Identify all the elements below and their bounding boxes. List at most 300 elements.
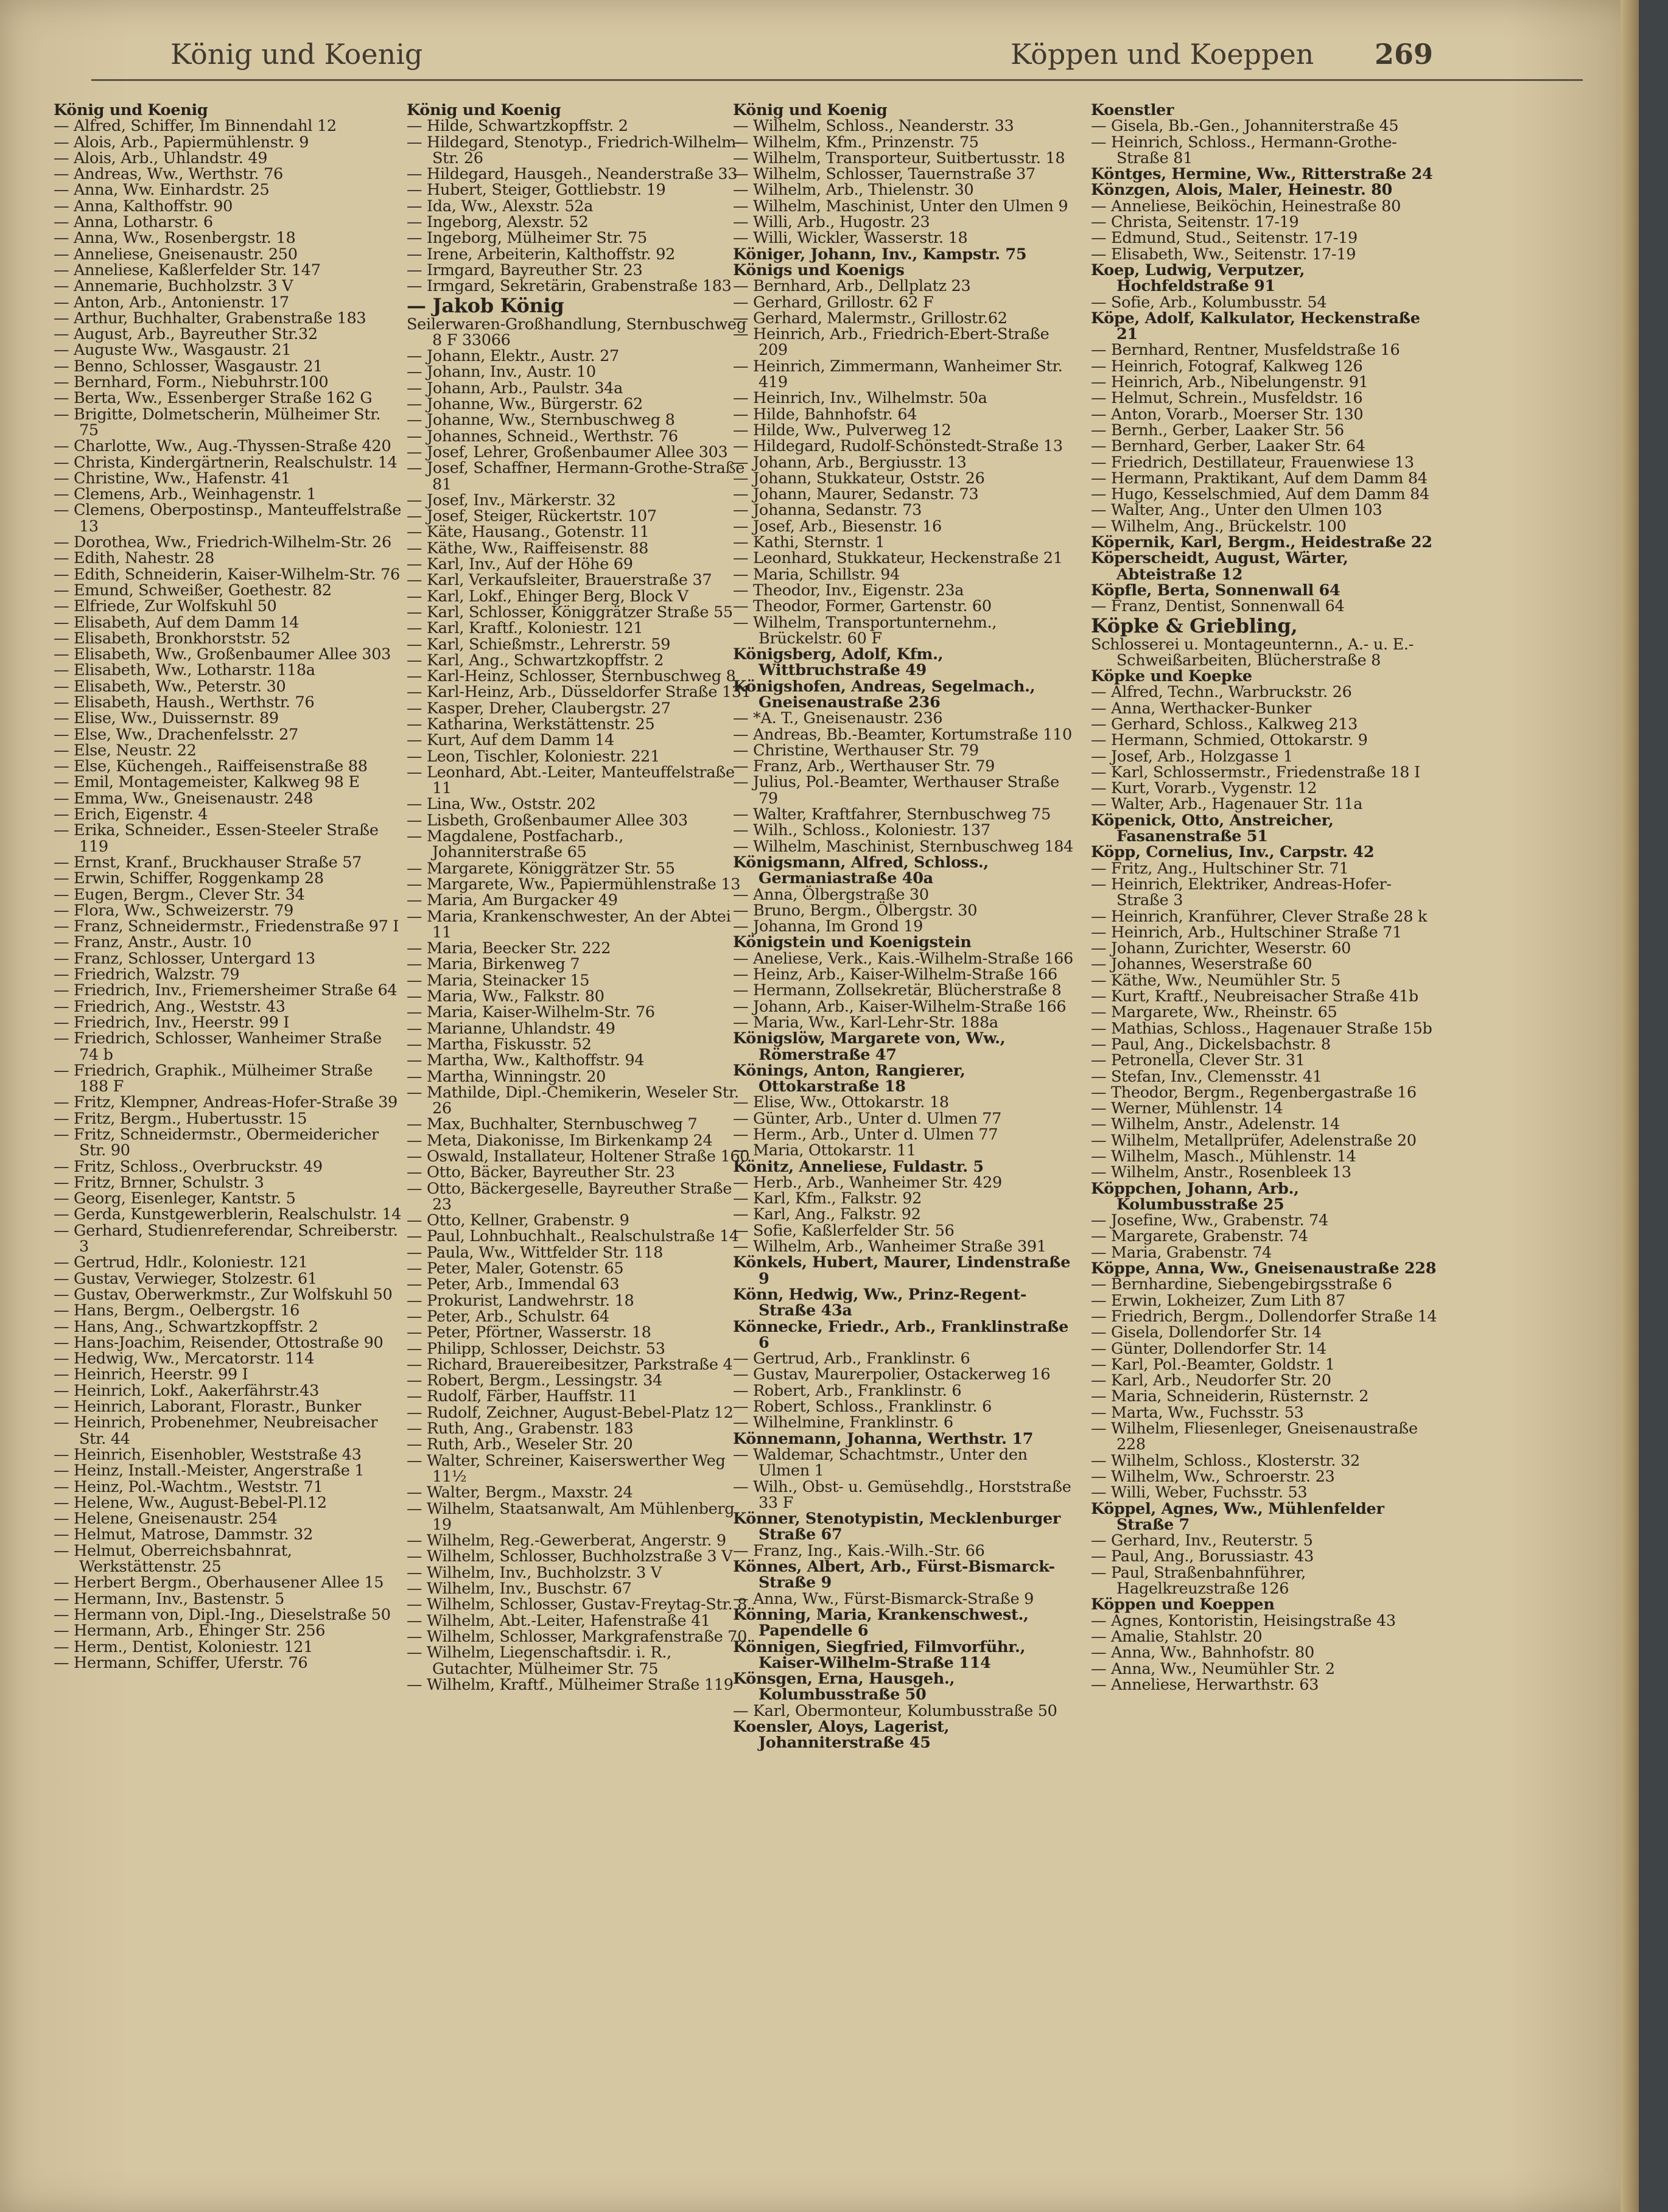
- directory-entry: — Walter, Kraftfahrer, Sternbuschweg 75: [733, 805, 1051, 824]
- directory-heading: Königslöw, Margarete von, Ww., Römerstraße 47: [733, 1029, 1006, 1064]
- directory-entry: — Franz, Schlosser, Untergard 13: [54, 949, 315, 968]
- directory-entry: — Heinrich, Schloss., Hermann-Grothe-Straße 81: [1091, 133, 1397, 167]
- directory-entry: — Magdalene, Postfacharb., Johanniterstraße 65: [407, 827, 624, 862]
- directory-entry: — Alfred, Techn., Warbruckstr. 26: [1091, 683, 1352, 702]
- directory-entry: — Lina, Ww., Oststr. 202: [407, 795, 596, 814]
- directory-entry: — Clemens, Arb., Weinhagenstr. 1: [54, 485, 317, 504]
- directory-entry: — Franz, Schneidermstr., Friedenstraße 97 I: [54, 917, 399, 936]
- directory-entry: — Josef, Arb., Holzgasse 1: [1091, 747, 1293, 766]
- directory-entry: — Johanne, Ww., Bürgerstr. 62: [407, 395, 643, 414]
- directory-entry: — Heinrich, Probenehmer, Neubreisacher Str. 44: [54, 1413, 378, 1448]
- directory-entry: — Bernhard, Form., Niebuhrstr.100: [54, 373, 329, 392]
- directory-entry: — Kathi, Sternstr. 1: [733, 533, 885, 552]
- directory-entry: — Sofie, Arb., Kolumbusstr. 54: [1091, 293, 1327, 312]
- directory-entry: — Ernst, Kranf., Bruckhauser Straße 57: [54, 853, 362, 872]
- directory-entry: — Maria, Beecker Str. 222: [407, 939, 611, 958]
- directory-entry: — Maria, Ww., Falkstr. 80: [407, 987, 604, 1006]
- directory-entry: — Emil, Montagemeister, Kalkweg 98 E: [54, 773, 360, 792]
- directory-entry: — Fritz, Schneidermstr., Obermeidericher Str. 90: [54, 1125, 379, 1160]
- directory-heading: Königsberg, Adolf, Kfm., Wittbruchstraße 49: [733, 645, 944, 680]
- directory-entry: — Otto, Bäcker, Bayreuther Str. 23: [407, 1163, 675, 1182]
- directory-entry: — Heinrich, Eisenhobler, Weststraße 43: [54, 1445, 362, 1464]
- directory-entry: — Hermann, Schiffer, Uferstr. 76: [54, 1653, 308, 1672]
- directory-heading: Köpp, Cornelius, Inv., Carpstr. 42: [1091, 843, 1375, 862]
- directory-entry: — Günter, Arb., Unter d. Ulmen 77: [733, 1109, 1002, 1128]
- directory-heading: Königshofen, Andreas, Segelmach., Gneisenaustraße 236: [733, 677, 1035, 712]
- directory-heading: — Jakob König: [407, 293, 564, 317]
- directory-entry: — Franz, Arb., Werthauser Str. 79: [733, 757, 995, 776]
- directory-entry: — Fritz, Brnner, Schulstr. 3: [54, 1173, 264, 1192]
- directory-entry: — Wilhelm, Schloss., Neanderstr. 33: [733, 117, 1014, 136]
- directory-entry: — Maria, Ww., Karl-Lehr-Str. 188a: [733, 1013, 998, 1032]
- directory-entry: — Dorothea, Ww., Friedrich-Wilhelm-Str. 26: [54, 533, 391, 552]
- directory-entry: — Johann, Arb., Paulstr. 34a: [407, 379, 623, 397]
- directory-entry: — Robert, Arb., Franklinstr. 6: [733, 1381, 962, 1400]
- directory-entry: — Else, Küchengeh., Raiffeisenstraße 88: [54, 757, 368, 776]
- directory-entry: — Marta, Ww., Fuchsstr. 53: [1091, 1403, 1304, 1422]
- directory-entry: — Christa, Kindergärtnerin, Realschulstr. 14: [54, 453, 398, 472]
- directory-heading: Könsgen, Erna, Hausgeh., Kolumbusstraße 50: [733, 1670, 955, 1704]
- directory-entry: — Andreas, Ww., Werthstr. 76: [54, 165, 283, 184]
- directory-entry: — Bruno, Bergm., Ölbergstr. 30: [733, 901, 978, 920]
- directory-entry: — Ruth, Ang., Grabenstr. 183: [407, 1419, 634, 1438]
- directory-heading: Könnigen, Siegfried, Filmvorführ., Kaiser-Wilhelm-Straße 114: [733, 1637, 1026, 1672]
- directory-entry: — Elisabeth, Auf dem Damm 14: [54, 613, 300, 632]
- directory-heading: Köperscheidt, August, Wärter, Abteistraße 12: [1091, 549, 1348, 584]
- directory-entry: — Waldemar, Schachtmstr., Unter den Ulmen 1: [733, 1445, 1028, 1480]
- directory-entry: — Heinz, Pol.-Wachtm., Weststr. 71: [54, 1477, 323, 1496]
- directory-entry: — Elise, Ww., Duissernstr. 89: [54, 709, 279, 728]
- directory-entry: — Karl, Arb., Neudorfer Str. 20: [1091, 1371, 1331, 1390]
- directory-entry: — Irene, Arbeiterin, Kalthoffstr. 92: [407, 245, 676, 264]
- header-rule: [91, 79, 1583, 81]
- directory-entry: — Willi, Wickler, Wasserstr. 18: [733, 229, 968, 248]
- directory-entry: — Hilde, Ww., Pulverweg 12: [733, 421, 951, 439]
- directory-entry: — Helene, Ww., August-Bebel-Pl.12: [54, 1493, 327, 1512]
- directory-entry: — Hermann von, Dipl.-Ing., Dieselstraße 50: [54, 1605, 391, 1624]
- directory-entry: — Karl-Heinz, Schlosser, Sternbuschweg 8: [407, 667, 736, 686]
- directory-entry: — Heinrich, Arb., Hultschiner Straße 71: [1091, 923, 1402, 942]
- directory-entry: — Flora, Ww., Schweizerstr. 79: [54, 901, 294, 920]
- directory-entry: — Maria, Ottokarstr. 11: [733, 1141, 916, 1160]
- directory-entry: — Hermann, Arb., Ehinger Str. 256: [54, 1622, 326, 1640]
- directory-entry: — Johann, Maurer, Sedanstr. 73: [733, 485, 979, 504]
- directory-heading: Köppchen, Johann, Arb., Kolumbusstraße 25: [1091, 1179, 1299, 1214]
- directory-entry: — Anna, Werthacker-Bunker: [1091, 699, 1312, 718]
- directory-heading: Köppel, Agnes, Ww., Mühlenfelder Straße 7: [1091, 1499, 1384, 1534]
- directory-entry: — Aneliese, Verk., Kais.-Wilhelm-Straße 166: [733, 949, 1073, 968]
- directory-entry: — Emma, Ww., Gneisenaustr. 248: [54, 789, 314, 808]
- directory-entry: — Anna, Ww. Einhardstr. 25: [54, 181, 270, 200]
- directory-entry: — Anneliese, Kaßlerfelder Str. 147: [54, 261, 321, 279]
- directory-column-2: [407, 102, 755, 2184]
- directory-entry: — Wilhelm, Transportunternehm., Brückelstr. 60 F: [733, 613, 997, 648]
- directory-entry: — Fritz, Klempner, Andreas-Hofer-Straße 39: [54, 1093, 398, 1112]
- directory-entry: — Käthe, Ww., Raiffeisenstr. 88: [407, 539, 649, 558]
- directory-entry: — Amalie, Stahlstr. 20: [1091, 1627, 1263, 1646]
- directory-entry: — Wilhelm, Inv., Buchholzstr. 3 V: [407, 1563, 662, 1582]
- directory-entry: — Anna, Ww., Bahnhofstr. 80: [1091, 1643, 1314, 1662]
- directory-entry: — Elisabeth, Ww., Peterstr. 30: [54, 677, 286, 696]
- page-number: 269: [1375, 38, 1434, 71]
- directory-heading: Köpfle, Berta, Sonnenwall 64: [1091, 581, 1340, 600]
- directory-heading: König und Koenig: [54, 102, 208, 119]
- directory-entry: — Auguste Ww., Wasgaustr. 21: [54, 341, 292, 360]
- directory-entry: — Else, Neustr. 22: [54, 741, 197, 760]
- directory-entry: — Anneliese, Gneisenaustr. 250: [54, 245, 298, 264]
- directory-entry: — Maria, Krankenschwester, An der Abtei 11: [407, 907, 731, 942]
- directory-entry: — Franz, Anstr., Austr. 10: [54, 933, 252, 952]
- directory-heading: Könkels, Hubert, Maurer, Lindenstraße 9: [733, 1253, 1071, 1288]
- directory-entry: — Charlotte, Ww., Aug.-Thyssen-Straße 420: [54, 437, 391, 456]
- directory-entry: — Karl, Schlossermstr., Friedenstraße 18 I: [1091, 763, 1420, 782]
- directory-entry: — Franz, Dentist, Sonnenwall 64: [1091, 597, 1345, 616]
- directory-entry: — Anna, Kalthoffstr. 90: [54, 197, 233, 215]
- directory-entry: — Wilhelm, Staatsanwalt, Am Mühlenberg 19: [407, 1499, 735, 1534]
- directory-entry: — Gustav, Maurerpolier, Ostackerweg 16: [733, 1365, 1051, 1384]
- directory-entry: — Johann, Arb., Kaiser-Wilhelm-Straße 166: [733, 997, 1067, 1016]
- directory-entry: — Marianne, Uhlandstr. 49: [407, 1019, 615, 1038]
- directory-entry: — Wilhelm, Arb., Thielenstr. 30: [733, 181, 974, 200]
- directory-entry: — Herb., Arb., Wanheimer Str. 429: [733, 1173, 1002, 1192]
- directory-entry: — Friedrich, Inv., Friemersheimer Straße 64: [54, 981, 398, 1000]
- directory-entry: — Kurt, Kraftf., Neubreisacher Straße 41b: [1091, 987, 1418, 1006]
- directory-entry: — Johannes, Weserstraße 60: [1091, 955, 1312, 974]
- directory-heading: Königs und Koenigs: [733, 261, 905, 279]
- directory-entry: — Werner, Mühlenstr. 14: [1091, 1099, 1283, 1118]
- directory-entry: — Petronella, Clever Str. 31: [1091, 1051, 1305, 1070]
- directory-entry: — Johann, Zurichter, Weserstr. 60: [1091, 939, 1351, 958]
- directory-entry: — Peter, Pförtner, Wasserstr. 18: [407, 1323, 651, 1342]
- directory-entry: — Hermann, Inv., Bastenstr. 5: [54, 1589, 285, 1608]
- directory-entry: — Erich, Eigenstr. 4: [54, 805, 208, 824]
- directory-entry: — Bernhardine, Siebengebirgsstraße 6: [1091, 1275, 1392, 1294]
- directory-entry: — Hermann, Praktikant, Auf dem Damm 84: [1091, 469, 1428, 488]
- directory-entry: — Gisela, Dollendorfer Str. 14: [1091, 1323, 1322, 1342]
- directory-heading: Königsmann, Alfred, Schloss., Germaniastraße 40a: [733, 853, 989, 888]
- directory-entry: — Martha, Ww., Kalthoffstr. 94: [407, 1051, 645, 1070]
- directory-entry: — Hildegard, Hausgeh., Neanderstraße 33: [407, 165, 738, 184]
- directory-heading: Koep, Ludwig, Verputzer, Hochfeldstraße 91: [1091, 261, 1305, 296]
- directory-entry: — Fritz, Ang., Hultschiner Str. 71: [1091, 859, 1349, 878]
- directory-entry: — Herbert Bergm., Oberhausener Allee 15: [54, 1573, 384, 1592]
- directory-entry: — Johanna, Sedanstr. 73: [733, 501, 922, 520]
- directory-entry: — Prokurist, Landwehrstr. 18: [407, 1291, 634, 1310]
- directory-heading: Könnemann, Johanna, Werthstr. 17: [733, 1429, 1034, 1448]
- directory-entry: — Friedrich, Ang., Weststr. 43: [54, 997, 286, 1016]
- directory-heading: Könitz, Anneliese, Fuldastr. 5: [733, 1157, 984, 1176]
- directory-entry: — Karl-Heinz, Arb., Düsseldorfer Straße 131: [407, 683, 751, 702]
- directory-entry: — Karl, Verkaufsleiter, Brauerstraße 37: [407, 571, 712, 590]
- directory-entry: — Wilhelm, Maschinist, Unter den Ulmen 9: [733, 197, 1068, 215]
- directory-entry: — Martha, Winningstr. 20: [407, 1067, 606, 1086]
- directory-entry: — Edith, Nahestr. 28: [54, 549, 214, 568]
- directory-entry: — Heinrich, Zimmermann, Wanheimer Str. 419: [733, 357, 1063, 392]
- directory-entry: — Gisela, Bb.-Gen., Johanniterstraße 45: [1091, 117, 1399, 136]
- directory-entry: — Heinrich, Kranführer, Clever Straße 28 k: [1091, 907, 1428, 926]
- directory-entry: — Käthe, Ww., Neumühler Str. 5: [1091, 971, 1341, 990]
- directory-heading: König und Koenig: [407, 102, 561, 119]
- directory-entry: — Willi, Arb., Hugostr. 23: [733, 213, 930, 232]
- directory-entry: — Christine, Ww., Hafenstr. 41: [54, 469, 291, 488]
- directory-entry: — Gerhard, Schloss., Kalkweg 213: [1091, 715, 1358, 733]
- directory-entry: — Friedrich, Walzstr. 79: [54, 965, 240, 984]
- directory-entry: — Wilhelm, Ww., Schroerstr. 23: [1091, 1467, 1335, 1486]
- directory-entry: — Agnes, Kontoristin, Heisingstraße 43: [1091, 1611, 1396, 1630]
- directory-heading: Köppe, Anna, Ww., Gneisenaustraße 228: [1091, 1259, 1437, 1278]
- directory-entry: — Edmund, Stud., Seitenstr. 17-19: [1091, 229, 1358, 248]
- directory-entry: — Elisabeth, Ww., Lotharstr. 118a: [54, 661, 315, 680]
- directory-entry: — Maria, Birkenweg 7: [407, 955, 580, 974]
- directory-entry: — Anna, Ölbergstraße 30: [733, 885, 929, 904]
- directory-entry: — Maria, Kaiser-Wilhelm-Str. 76: [407, 1003, 655, 1022]
- directory-entry: — Anna, Lotharstr. 6: [54, 213, 213, 232]
- directory-entry: — Käte, Hausang., Gotenstr. 11: [407, 523, 650, 542]
- directory-entry: — Karl, Obermonteur, Kolumbusstraße 50: [733, 1701, 1057, 1720]
- directory-entry: — Heinrich, Laborant, Florastr., Bunker: [54, 1398, 362, 1416]
- directory-entry: — Hans, Ang., Schwartzkopffstr. 2: [54, 1317, 318, 1336]
- directory-entry: — Erwin, Lokheizer, Zum Lith 87: [1091, 1291, 1345, 1310]
- directory-entry: — Margarete, Ww., Rheinstr. 65: [1091, 1003, 1337, 1022]
- directory-entry: — Anton, Arb., Antonienstr. 17: [54, 293, 289, 312]
- directory-entry: — Karl, Schlosser, Königgrätzer Straße 55: [407, 603, 733, 621]
- directory-heading: Könzgen, Alois, Maler, Heinestr. 80: [1091, 181, 1392, 200]
- directory-entry: — Heinz, Arb., Kaiser-Wilhelm-Straße 166: [733, 965, 1057, 984]
- directory-entry: Seilerwaren-Großhandlung, Sternbuschweg 8 F 33066: [407, 315, 746, 349]
- directory-entry: — Elisabeth, Ww., Seitenstr. 17-19: [1091, 245, 1356, 264]
- directory-entry: — Maria, Schillstr. 94: [733, 565, 900, 584]
- directory-entry: — Otto, Bäckergeselle, Bayreuther Straße 23: [407, 1179, 732, 1214]
- directory-entry: — Wilhelm, Maschinist, Sternbuschweg 184: [733, 837, 1074, 856]
- directory-entry: — Johann, Stukkateur, Oststr. 26: [733, 469, 985, 488]
- directory-entry: — Else, Ww., Drachenfelsstr. 27: [54, 725, 298, 744]
- page-edge: [1621, 0, 1639, 2212]
- directory-heading: Könn, Hedwig, Ww., Prinz-Regent-Straße 43a: [733, 1285, 1027, 1320]
- directory-entry: — Gertrud, Arb., Franklinstr. 6: [733, 1349, 970, 1368]
- directory-entry: — Walter, Ang., Unter den Ulmen 103: [1091, 501, 1382, 520]
- directory-entry: — Robert, Schloss., Franklinstr. 6: [733, 1398, 992, 1416]
- directory-heading: Koensler, Aloys, Lagerist, Johanniterstraße 45: [733, 1717, 950, 1752]
- directory-entry: — Johann, Arb., Bergiusstr. 13: [733, 453, 967, 472]
- directory-entry: — Franz, Ing., Kais.-Wilh.-Str. 66: [733, 1541, 985, 1560]
- directory-entry: — Bernhard, Arb., Dellplatz 23: [733, 277, 971, 296]
- directory-entry: — Maria, Steinacker 15: [407, 971, 590, 990]
- directory-entry: — Helene, Gneisenaustr. 254: [54, 1510, 278, 1528]
- directory-entry: — Hildegard, Stenotyp., Friedrich-Wilhelm-Str. 26: [407, 133, 741, 167]
- directory-entry: — Heinrich, Arb., Nibelungenstr. 91: [1091, 373, 1368, 392]
- directory-entry: — Helmut, Schrein., Musfeldstr. 16: [1091, 389, 1363, 408]
- directory-heading: Köpke & Griebling,: [1091, 614, 1298, 637]
- directory-entry: — Anton, Vorarb., Moerser Str. 130: [1091, 405, 1364, 424]
- directory-entry: — Kurt, Vorarb., Vygenstr. 12: [1091, 779, 1317, 798]
- directory-entry: — Margarete, Grabenstr. 74: [1091, 1227, 1308, 1246]
- directory-entry: — Elisabeth, Ww., Großenbaumer Allee 303: [54, 645, 391, 664]
- directory-entry: — Ingeborg, Alexstr. 52: [407, 213, 589, 232]
- directory-heading: Königer, Johann, Inv., Kampstr. 75: [733, 245, 1027, 264]
- directory-entry: — Johann, Elektr., Austr. 27: [407, 347, 619, 366]
- directory-heading: Köpe, Adolf, Kalkulator, Heckenstraße 21: [1091, 309, 1420, 344]
- directory-entry: — Mathias, Schloss., Hagenauer Straße 15b: [1091, 1019, 1432, 1038]
- directory-heading: Koenstler: [1091, 102, 1174, 119]
- directory-entry: — Anna, Ww., Fürst-Bismarck-Straße 9: [733, 1589, 1034, 1608]
- directory-entry: — Theodor, Inv., Eigenstr. 23a: [733, 581, 964, 600]
- directory-entry: — Willi, Weber, Fuchsstr. 53: [1091, 1483, 1308, 1502]
- directory-entry: — Wilhelm, Metallprüfer, Adelenstraße 20: [1091, 1131, 1417, 1150]
- directory-entry: — August, Arb., Bayreuther Str.32: [54, 325, 318, 344]
- directory-heading: Könnes, Albert, Arb., Fürst-Bismarck-Straße 9: [733, 1558, 1055, 1592]
- directory-entry: — Ruth, Arb., Weseler Str. 20: [407, 1435, 633, 1454]
- directory-entry: — Wilhelm, Masch., Mühlenstr. 14: [1091, 1147, 1356, 1166]
- directory-entry: — Alois, Arb., Papiermühlenstr. 9: [54, 133, 309, 152]
- directory-entry: — Wilhelm, Abt.-Leiter, Hafenstraße 41: [407, 1611, 710, 1630]
- directory-entry: — Hugo, Kesselschmied, Auf dem Damm 84: [1091, 485, 1430, 504]
- directory-heading: Könning, Maria, Krankenschwest., Papendelle 6: [733, 1605, 1029, 1640]
- directory-entry: — Christa, Seitenstr. 17-19: [1091, 213, 1299, 232]
- running-head-left: König und Koenig: [170, 38, 423, 71]
- directory-entry: — Friedrich, Graphik., Mülheimer Straße 188 F: [54, 1061, 373, 1096]
- directory-entry: — Karl, Pol.-Beamter, Goldstr. 1: [1091, 1355, 1335, 1374]
- directory-entry: — Hedwig, Ww., Mercatorstr. 114: [54, 1349, 315, 1368]
- directory-entry: — Paula, Ww., Wittfelder Str. 118: [407, 1243, 664, 1262]
- directory-entry: — Herm., Arb., Unter d. Ulmen 77: [733, 1125, 998, 1144]
- directory-entry: — Josef, Arb., Biesenstr. 16: [733, 517, 942, 536]
- directory-entry: — Erika, Schneider., Essen-Steeler Straße 119: [54, 821, 379, 856]
- directory-entry: — Gustav, Verwieger, Stolzestr. 61: [54, 1269, 317, 1288]
- directory-heading: Königstein und Koenigstein: [733, 933, 972, 952]
- directory-heading: Köpke und Koepke: [1091, 667, 1252, 686]
- directory-entry: — Josef, Inv., Märkerstr. 32: [407, 491, 616, 509]
- directory-entry: — Maria, Grabenstr. 74: [1091, 1243, 1272, 1262]
- directory-entry: — Wilhelm, Liegenschaftsdir. i. R., Gutachter, Mülheimer Str. 75: [407, 1643, 671, 1678]
- directory-entry: — Oswald, Installateur, Holtener Straße 160: [407, 1147, 750, 1166]
- directory-entry: — Wilhelm, Schlosser, Buchholzstraße 3 V: [407, 1547, 733, 1566]
- directory-entry: — Elise, Ww., Ottokarstr. 18: [733, 1093, 949, 1112]
- directory-heading: Köpernik, Karl, Bergm., Heidestraße 22: [1091, 533, 1432, 552]
- directory-entry: — Irmgard, Sekretärin, Grabenstraße 183: [407, 277, 732, 296]
- directory-entry: — Bernh., Gerber, Laaker Str. 56: [1091, 421, 1344, 439]
- directory-entry: — Clemens, Oberpostinsp., Manteuffelstraße 13: [54, 501, 402, 536]
- directory-entry: — Wilhelm, Reg.-Gewerberat, Angerstr. 9: [407, 1531, 726, 1550]
- directory-entry: — Karl, Kraftf., Koloniestr. 121: [407, 619, 643, 638]
- directory-entry: — Hermann, Schmied, Ottokarstr. 9: [1091, 731, 1368, 750]
- directory-entry: — Ida, Ww., Alexstr. 52a: [407, 197, 594, 215]
- directory-entry: — Fritz, Bergm., Hubertusstr. 15: [54, 1109, 307, 1128]
- directory-entry: — Kurt, Auf dem Damm 14: [407, 731, 614, 750]
- directory-entry: — Leonhard, Stukkateur, Heckenstraße 21: [733, 549, 1063, 568]
- directory-entry: — *A. T., Gneisenaustr. 236: [733, 709, 943, 728]
- directory-heading: König und Koenig: [733, 102, 888, 119]
- directory-entry: — Gerhard, Malermstr., Grillostr.62: [733, 309, 1007, 327]
- directory-entry: — Hans, Bergm., Oelbergstr. 16: [54, 1301, 300, 1320]
- directory-entry: — Robert, Bergm., Lessingstr. 34: [407, 1371, 662, 1390]
- directory-entry: — Georg, Eisenleger, Kantstr. 5: [54, 1189, 296, 1208]
- directory-heading: Könings, Anton, Rangierer, Ottokarstraße 18: [733, 1061, 965, 1096]
- directory-entry: — Andreas, Bb.-Beamter, Kortumstraße 110: [733, 725, 1072, 744]
- directory-entry: — Walter, Bergm., Maxstr. 24: [407, 1483, 633, 1502]
- directory-entry: — Wilhelm, Ang., Brückelstr. 100: [1091, 517, 1347, 536]
- directory-heading: Könner, Stenotypistin, Mecklenburger Straße 67: [733, 1510, 1061, 1544]
- directory-entry: — Hildegard, Rudolf-Schönstedt-Straße 13: [733, 437, 1063, 456]
- directory-entry: — Peter, Arb., Schulstr. 64: [407, 1307, 609, 1326]
- directory-entry: — Hubert, Steiger, Gottliebstr. 19: [407, 181, 666, 200]
- directory-entry: — Maria, Schneiderin, Rüsternstr. 2: [1091, 1387, 1369, 1406]
- directory-entry: — Heinrich, Inv., Wilhelmstr. 50a: [733, 389, 987, 408]
- directory-entry: — Friedrich, Bergm., Dollendorfer Straße 14: [1091, 1307, 1437, 1326]
- directory-entry: — Friedrich, Inv., Heerstr. 99 I: [54, 1013, 290, 1032]
- directory-entry: — Gertrud, Hdlr., Koloniestr. 121: [54, 1253, 308, 1272]
- directory-entry: — Eugen, Bergm., Clever Str. 34: [54, 885, 305, 904]
- directory-entry: — Margarete, Ww., Papiermühlenstraße 13: [407, 875, 741, 894]
- directory-entry: — Josef, Lehrer, Großenbaumer Allee 303: [407, 443, 728, 461]
- directory-entry: — Wilhelm, Schlosser, Tauernstraße 37: [733, 165, 1035, 184]
- directory-entry: — Brigitte, Dolmetscherin, Mülheimer Str. 75: [54, 405, 381, 439]
- directory-entry: — Wilhelm, Inv., Buschstr. 67: [407, 1580, 632, 1598]
- directory-entry: — Johanna, Im Grond 19: [733, 917, 923, 936]
- directory-entry: — Richard, Brauereibesitzer, Parkstraße 4: [407, 1355, 733, 1374]
- running-head-right: Köppen und Koeppen: [1011, 38, 1314, 71]
- directory-entry: — Wilhelm, Arb., Wanheimer Straße 391: [733, 1237, 1046, 1256]
- directory-entry: — Hilde, Schwartzkopffstr. 2: [407, 117, 628, 136]
- directory-entry: — Paul, Straßenbahnführer, Hagelkreuzstraße 126: [1091, 1563, 1306, 1598]
- directory-entry: — Heinrich, Arb., Friedrich-Ebert-Straße 209: [733, 325, 1050, 360]
- directory-entry: — Meta, Diakonisse, Im Birkenkamp 24: [407, 1131, 713, 1150]
- directory-entry: — Bernhard, Rentner, Musfeldstraße 16: [1091, 341, 1400, 360]
- directory-entry: — Wilhelm, Anstr., Adelenstr. 14: [1091, 1115, 1340, 1134]
- directory-entry: — Otto, Kellner, Grabenstr. 9: [407, 1211, 629, 1230]
- directory-heading: Köntges, Hermine, Ww., Ritterstraße 24: [1091, 165, 1433, 184]
- directory-entry: — Bernhard, Gerber, Laaker Str. 64: [1091, 437, 1365, 456]
- directory-entry: — Wilhelm, Kraftf., Mülheimer Straße 119: [407, 1675, 734, 1694]
- directory-entry: — Martha, Fiskusstr. 52: [407, 1035, 592, 1054]
- directory-entry: — Wilhelm, Schloss., Klosterstr. 32: [1091, 1451, 1360, 1470]
- directory-entry: — Peter, Arb., Immendal 63: [407, 1275, 620, 1294]
- directory-entry: — Margarete, Königgrätzer Str. 55: [407, 859, 675, 878]
- directory-entry: — Elisabeth, Bronkhorststr. 52: [54, 629, 290, 648]
- directory-entry: — Lisbeth, Großenbaumer Allee 303: [407, 811, 688, 830]
- directory-entry: — Stefan, Inv., Clemensstr. 41: [1091, 1067, 1322, 1086]
- directory-entry: — Gustav, Oberwerkmstr., Zur Wolfskuhl 50: [54, 1285, 393, 1304]
- directory-entry: — Paul, Ang., Borussiastr. 43: [1091, 1547, 1314, 1566]
- directory-entry: — Gerhard, Inv., Reuterstr. 5: [1091, 1531, 1313, 1550]
- directory-entry: — Hermann, Zollsekretär, Blücherstraße 8: [733, 981, 1062, 1000]
- directory-entry: — Mathilde, Dipl.-Chemikerin, Weseler Str. 26: [407, 1083, 739, 1118]
- directory-entry: — Alois, Arb., Uhlandstr. 49: [54, 149, 268, 167]
- directory-entry: — Gerhard, Grillostr. 62 F: [733, 293, 934, 312]
- directory-entry: — Leonhard, Abt.-Leiter, Manteuffelstraße 11: [407, 763, 735, 798]
- directory-entry: — Ingeborg, Mülheimer Str. 75: [407, 229, 647, 248]
- directory-entry: — Johann, Inv., Austr. 10: [407, 363, 596, 382]
- directory-entry: — Rudolf, Färber, Hauffstr. 11: [407, 1387, 638, 1406]
- directory-entry: — Elisabeth, Haush., Werthstr. 76: [54, 693, 315, 712]
- directory-entry: — Herm., Dentist, Koloniestr. 121: [54, 1637, 314, 1656]
- directory-entry: — Heinz, Install.-Meister, Angerstraße 1: [54, 1461, 365, 1480]
- directory-entry: — Karl, Ang., Schwartzkopffstr. 2: [407, 651, 664, 670]
- directory-entry: — Johanne, Ww., Sternbuschweg 8: [407, 411, 675, 430]
- directory-heading: Köpenick, Otto, Anstreicher, Fasanenstraße 51: [1091, 811, 1334, 846]
- directory-entry: — Anneliese, Herwarthstr. 63: [1091, 1675, 1319, 1694]
- directory-entry: — Helmut, Oberreichsbahnrat, Werkstättenstr. 25: [54, 1541, 292, 1577]
- directory-entry: — Josef, Schaffner, Hermann-Grothe-Straße 81: [407, 459, 745, 494]
- directory-entry: — Paul, Ang., Dickelsbachstr. 8: [1091, 1035, 1331, 1054]
- directory-entry: — Max, Buchhalter, Sternbuschweg 7: [407, 1115, 698, 1134]
- directory-entry: — Peter, Maler, Gotenstr. 65: [407, 1259, 624, 1278]
- directory-entry: — Gerhard, Studienreferendar, Schreiberstr. 3: [54, 1221, 398, 1256]
- directory-entry: — Emund, Schweißer, Goethestr. 82: [54, 581, 332, 600]
- directory-entry: — Johannes, Schneid., Werthstr. 76: [407, 427, 678, 446]
- directory-entry: — Katharina, Werkstättenstr. 25: [407, 715, 655, 733]
- directory-entry: — Karl, Kfm., Falkstr. 92: [733, 1189, 922, 1208]
- directory-entry: — Christine, Werthauser Str. 79: [733, 741, 979, 760]
